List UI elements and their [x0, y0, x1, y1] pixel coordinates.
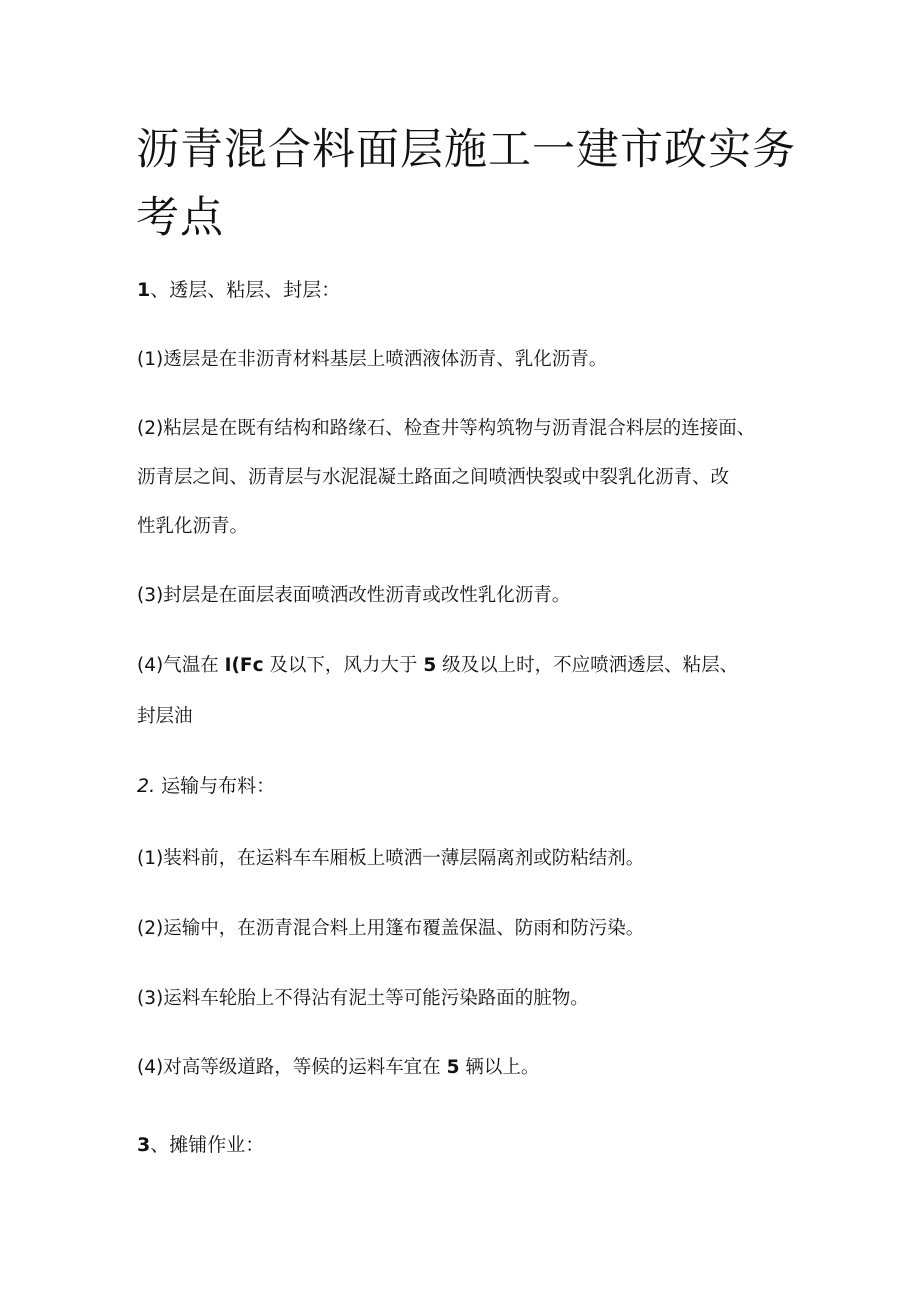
section-1-number: 1: [137, 279, 151, 301]
section-1-item-2-line-1: (2)粘层是在既有结构和路缘石、检查井等构筑物与沥青混合料层的连接面、: [137, 418, 756, 439]
section-2-item-3: (3)运料车轮胎上不得沾有泥土等可能污染路面的脏物。: [137, 988, 589, 1009]
section-1-item-4-line-1: [137, 652, 738, 680]
section-3-heading: [137, 1131, 264, 1159]
section-1-item-2-line-2: 沥青层之间、沥青层与水泥混凝土路面之间喷洒快裂或中裂乳化沥青、改: [137, 467, 730, 488]
section-2-heading: [137, 772, 275, 800]
section-3-number: 3: [137, 1134, 151, 1156]
section-2-number: 2.: [137, 775, 156, 797]
section-1-item-4-mid: 及以下，风力大于: [263, 655, 424, 676]
section-2-item-1: (1)装料前，在运料车车厢板上喷洒一薄层隔离剂或防粘结剂。: [137, 848, 645, 869]
section-2-item-4-prefix: (4)对高等级道路，等候的运料车宜在: [137, 1057, 447, 1078]
section-1-item-4-prefix: (4)气温在: [137, 655, 225, 676]
section-2-heading-text: 运输与布料：: [155, 775, 276, 797]
section-1-heading-text: 、透层、粘层、封层：: [150, 279, 341, 301]
section-1-item-4-suffix: 级及以上时，不应喷洒透层、粘层、: [436, 655, 739, 676]
section-3-heading-text: 、摊铺作业：: [150, 1134, 265, 1156]
section-1-item-1: (1)透层是在非沥青材料基层上喷洒液体沥青、乳化沥青。: [137, 349, 608, 370]
section-1-item-3: (3)封层是在面层表面喷洒改性沥青或改性乳化沥青。: [137, 585, 571, 606]
document-title-line-1: 沥青混合料面层施工一建市政实务: [136, 125, 796, 175]
section-1-item-4-code: I(Fc: [224, 655, 264, 676]
section-1-item-4-line-2: 封层油: [137, 706, 193, 727]
section-2-item-4-suffix: 辆以上。: [459, 1057, 540, 1078]
section-1-item-2-line-3: 性乳化沥青。: [137, 516, 249, 537]
section-1-heading: [137, 276, 340, 304]
section-1-item-4-number: 5: [423, 655, 437, 676]
section-2-item-2: (2)运输中，在沥青混合料上用篷布覆盖保温、防雨和防污染。: [137, 918, 645, 939]
section-2-item-4: [137, 1054, 539, 1082]
section-2-item-4-number: 5: [446, 1057, 460, 1078]
document-title-line-2: 考点: [136, 193, 224, 243]
